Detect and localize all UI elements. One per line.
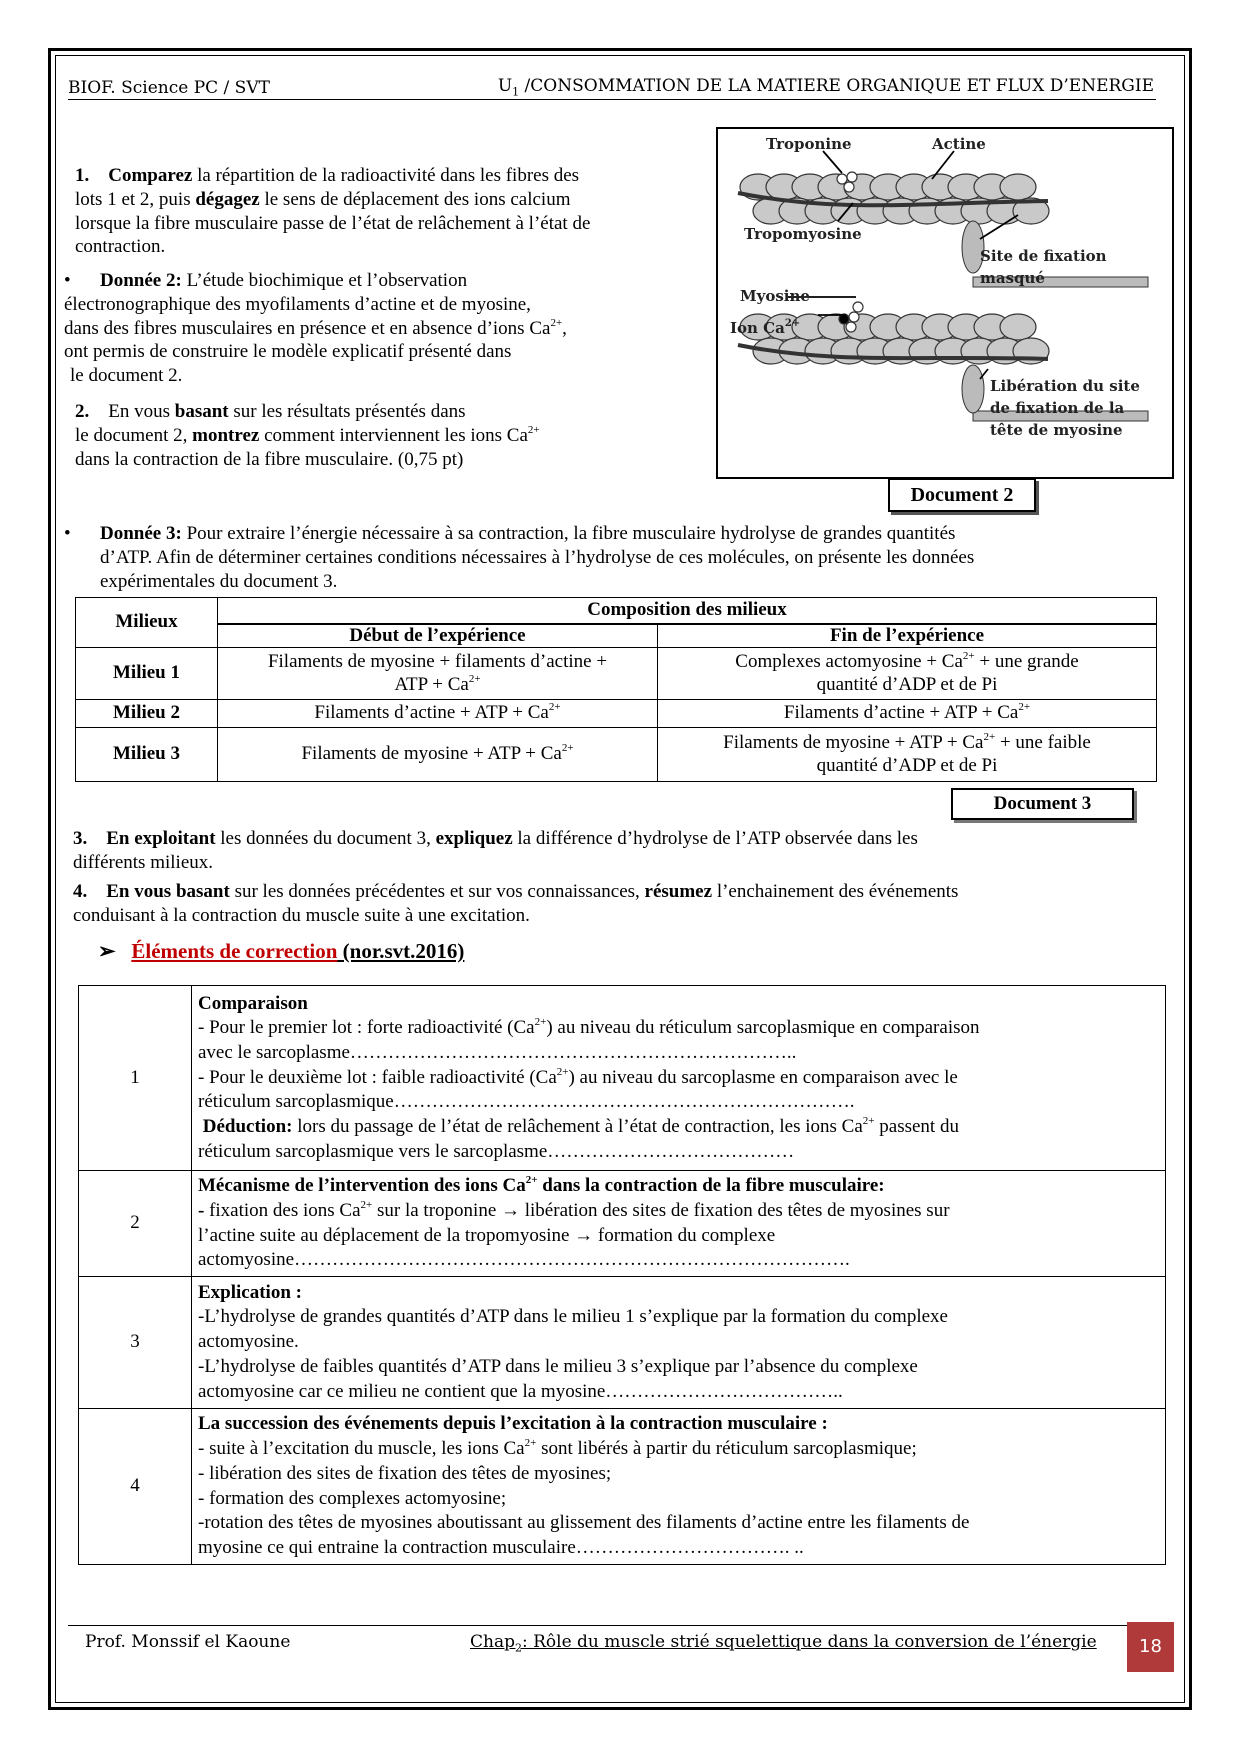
- label-ion-calcium: Ion $Ca^{2+}$: [730, 318, 801, 337]
- header-milieux: Milieux: [76, 598, 218, 648]
- table-row: 2 Mécanisme de l’intervention des ions $Ca^{2+}$ dans la contraction de la fibre musculaire: - fixation des ions $Ca^{2+}$ sur la troponine → libération des sites de fixation des têtes de myosines sur l’actine suite au déplacement de la tropomyosine → formation du complexe actomyosine…………………………………………………………………………….: [79, 1171, 1166, 1277]
- donnee-3: • Donnée 3: Pour extraire l’énergie nécessaire à sa contraction, la fibre musculaire hydrolyse de grandes quantités d’ATP. Afin de déterminer certaines conditions nécessaires à l’hydrolyse de ces molécules, on présente les données expérimentales du document 3.: [64, 523, 975, 592]
- table-row: Milieu 1 Filaments de myosine + filaments d’actine + ATP + $Ca^{2+}$ Complexes actomyosine + $Ca^{2+}$ + une grande quantité d’ADP et de Pi: [76, 648, 1157, 700]
- correction-table: [78, 985, 1166, 1565]
- table-row: 1 Comparaison - Pour le premier lot : forte radioactivité $(Ca^{2+})$ au niveau du réticulum sarcoplasmique en comparaison avec le sarcoplasme…………………………………………………………….. - Pour le deuxième lot : faible radioactivité $(Ca^{2+})$ au niveau du sarcoplasme en comparaison avec le réticulum sarcoplasmique………………………………………………………………. Déduction: lors du passage de l’état de relâchement à l’état de contraction, les ions $Ca^{2+}$ passent du réticulum sarcoplasmique vers le sarcoplasme…………………………………: [79, 986, 1166, 1171]
- footer-chapter: Chap$_2$: Rôle du muscle strié squelettique dans la conversion de l’énergie: [470, 1632, 1097, 1655]
- label-liberation-1: Libération du site: [990, 377, 1140, 395]
- table-row: 3 Explication : -L’hydrolyse de grandes quantités d’ATP dans le milieu 1 s’explique par la formation du complexe actomyosine. -L’hydrolyse de faibles quantités d’ATP dans le milieu 3 s’explique par l’absence du complexe actomyosine car ce milieu ne contient que la myosine………………………………..: [79, 1277, 1166, 1409]
- header-fin: Fin de l’expérience: [658, 624, 1157, 648]
- actin-myosin-diagram: [718, 129, 1174, 479]
- question-1: 1. Comparez la répartition de la radioactivité dans les fibres des lots 1 et 2, puis dégagez le sens de déplacement des ions calcium lorsque la fibre musculaire passe de l’état de relâchement à l’état de contraction.: [75, 165, 591, 258]
- question-3: 3. En exploitant les données du document 3, expliquez la différence d’hydrolyse de l’ATP observée dans les différents milieux.: [73, 828, 918, 873]
- footer-author: Prof. Monssif el Kaoune: [85, 1632, 291, 1652]
- page-number: 18: [1127, 1622, 1174, 1672]
- document-2-figure: [716, 127, 1174, 479]
- label-liberation-2: de fixation de la: [990, 399, 1125, 417]
- label-troponine: Troponine: [766, 135, 852, 153]
- header-rule: [68, 99, 1156, 100]
- table-row: Milieu 3 Filaments de myosine + ATP + $Ca^{2+}$ Filaments de myosine + ATP + $Ca^{2+}$ + une faible quantité d’ADP et de Pi: [76, 728, 1157, 782]
- label-actine: Actine: [932, 135, 986, 153]
- document-3-label: Document 3: [951, 788, 1134, 820]
- header-unit-title: $U_1$ /CONSOMMATION DE LA MATIERE ORGANIQUE ET FLUX D’ENERGIE: [497, 76, 1154, 99]
- header-debut: Début de l’expérience: [218, 624, 658, 648]
- document-3-table: [75, 597, 1157, 782]
- label-liberation-3: tête de myosine: [990, 421, 1123, 439]
- footer-rule: [68, 1625, 1127, 1626]
- bullet-icon: •: [64, 270, 71, 291]
- question-4: 4. En vous basant sur les données précédentes et sur vos connaissances, résumez l’enchainement des événements conduisant à la contraction du muscle suite à une excitation.: [73, 881, 959, 926]
- header-composition: Composition des milieux: [218, 598, 1157, 624]
- table-row: Milieu 2 Filaments d’actine + ATP + $Ca^{2+}$ Filaments d’actine + ATP + $Ca^{2+}$: [76, 700, 1157, 728]
- label-site-fixation-2: masqué: [980, 269, 1045, 287]
- bullet-icon: •: [64, 523, 71, 544]
- donnee-2: • Donnée 2: L’étude biochimique et l’observation électronographique des myofilaments d’actine et de myosine, dans des fibres musculaires en présence et en absence d’ions $Ca^{2+}$, ont permis de construire le modèle explicatif présenté dans le document 2.: [64, 270, 567, 386]
- document-2-label: Document 2: [888, 478, 1036, 512]
- question-2: 2. En vous basant sur les résultats présentés dans le document 2, montrez comment interviennent les ions $Ca^{2+}$ dans la contraction de la fibre musculaire. (0,75 pt): [75, 401, 540, 470]
- arrow-bullet-icon: ➢: [98, 939, 116, 963]
- label-site-fixation-1: Site de fixation: [980, 247, 1107, 265]
- myosin-head-bottom: [962, 365, 984, 413]
- label-tropomyosine: Tropomyosine: [744, 225, 862, 243]
- table-row: 4 La succession des événements depuis l’excitation à la contraction musculaire : - suite à l’excitation du muscle, les ions $Ca^{2+}$ sont libérés à partir du réticulum sarcoplasmique; - libération des sites de fixation des têtes de myosines; - formation des complexes actomyosine; -rotation des têtes de myosines aboutissant au glissement des filaments d’actine entre les filaments de myosine ce qui entraine la contraction musculaire……………………………. ..: [79, 1409, 1166, 1565]
- label-myosine: Myosine: [740, 287, 810, 305]
- header-subject: BIOF. Science PC / SVT: [68, 78, 270, 98]
- correction-heading: ➢ Éléments de correction (nor.svt.2016): [98, 939, 465, 963]
